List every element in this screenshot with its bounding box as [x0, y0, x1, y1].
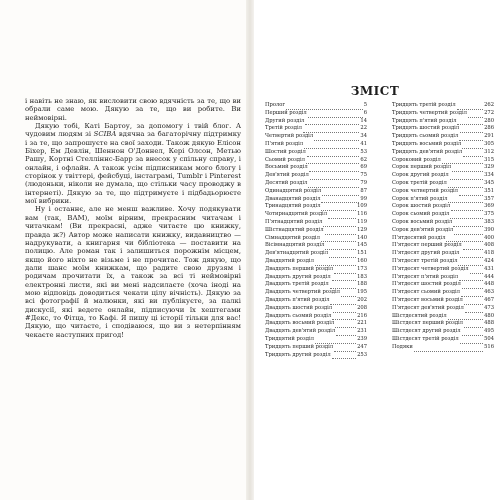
toc-dot-leader [315, 259, 356, 266]
toc-entry [392, 266, 494, 274]
toc-entry [265, 110, 367, 118]
toc-entry-page: 272 [484, 109, 494, 116]
toc-entry-label: П'ятдесят восьмий розділ [392, 296, 463, 303]
toc-entry [265, 281, 367, 289]
toc-dot-leader [334, 267, 356, 274]
toc-dot-leader [461, 290, 483, 297]
toc-entry-page: 375 [484, 211, 494, 218]
toc-entry-page: 488 [484, 320, 494, 327]
toc-entry [392, 211, 494, 219]
toc-dot-leader [333, 306, 356, 313]
toc-entry-label: Тридцять третій розділ [392, 102, 456, 108]
toc-entry [392, 336, 494, 344]
toc-entry-label: Пролог [265, 102, 286, 108]
toc-entry [265, 203, 367, 211]
toc-dot-leader [334, 345, 356, 352]
toc-dot-leader [459, 189, 483, 196]
toc-entry-label: Третій розділ [265, 125, 302, 132]
toc-entry-label: Тридцять п'ятий розділ [392, 117, 457, 124]
toc-entry-page: 262 [484, 102, 494, 108]
toc-entry-page: 119 [357, 218, 367, 225]
toc-dot-leader [335, 322, 356, 329]
toc-entry-label: Шостий розділ [265, 148, 306, 155]
toc-dot-leader [308, 111, 363, 118]
toc-entry-label: Двадцять четвертий розділ [265, 289, 340, 296]
toc-entry-label: П'ятдесят шостий розділ [392, 281, 461, 288]
toc-dot-leader [459, 275, 483, 282]
toc-entry [392, 242, 494, 250]
toc-entry-label: П'ятий розділ [265, 140, 304, 147]
toc-dot-leader [308, 181, 359, 188]
toc-entry-page: 467 [484, 296, 494, 303]
toc-entry-label: Тридцять сьомий розділ [392, 133, 459, 140]
toc-entry-label: Шістнадцятий розділ [265, 226, 324, 233]
toc-entry [392, 110, 494, 118]
toc-title: ЗМІСТ [350, 84, 400, 98]
toc-entry-label: Чотирнадцятий розділ [265, 211, 327, 218]
toc-entry-label: П'ятдесят сьомий розділ [392, 289, 460, 296]
toc-entry-label: Десятий розділ [265, 179, 308, 186]
toc-dot-leader [462, 142, 483, 149]
toc-entry [392, 328, 494, 336]
toc-dot-leader [304, 142, 359, 149]
toc-entry-page: 195 [357, 289, 367, 296]
ack-paragraph-2: Дякую тобі, Каті Бартоу, за допомогу і твій блог. А чудовим людям зі SCIBA вдячна за багаторічну підтримку і за те, що запрошуєте на свої заходи. Також дякую Елісон Біхер, Ем Девлін, Шеннон О'Доннел, Кері Олсон, Метью Рашу, Кортні Стелліннс-Барр за внесок у спільну справу, і онлайн, і офлайн. А також усім підписникам мого блогу і сторінок у твіттері, фейсбуці, інстаграмі, Tumblr і Pinterest (людоньки, ніколи не думала, що стільки часу проводжу в інтернеті). Дякую за те, що підтримуєте і підбадьорюєте мої вибрики. [25, 122, 241, 206]
toc-dot-leader [414, 345, 483, 352]
toc-entry-page: 151 [357, 250, 367, 257]
toc-entry-page: 516 [484, 343, 494, 350]
toc-entry-page: 305 [484, 140, 494, 147]
toc-entry-label: Подяки [392, 343, 413, 350]
toc-entry [392, 102, 494, 110]
toc-entry-label: Тридцятий розділ [265, 335, 314, 342]
toc-dot-leader [328, 212, 356, 219]
toc-dot-leader [460, 251, 483, 258]
toc-entry-page: 87 [360, 187, 367, 194]
toc-entry-label: Сорок дев'ятий розділ [392, 226, 454, 233]
toc-left-column [265, 102, 367, 359]
toc-entry-page: 6 [363, 109, 367, 116]
toc-entry-page: 312 [484, 148, 494, 155]
toc-dot-leader [309, 166, 360, 173]
ack-paragraph-1: і навіть не знаю, як висловити свою вдячність за те, що ви обрали саме мою. Дякую за те, що ви робите. Ви неймовірні. [25, 97, 241, 122]
toc-entry [265, 211, 367, 219]
toc-dot-leader [446, 236, 483, 243]
toc-entry [392, 188, 494, 196]
toc-dot-leader [450, 212, 483, 219]
toc-entry-page: 14 [360, 117, 367, 124]
toc-entry-label: П'ятдесят другий розділ [392, 250, 460, 257]
toc-entry [265, 227, 367, 235]
toc-entry [265, 157, 367, 165]
toc-entry-page: 221 [357, 320, 367, 327]
toc-entry [392, 149, 494, 157]
toc-entry [392, 118, 494, 126]
toc-entry-label: Тридцять другий розділ [265, 351, 331, 358]
toc-dot-leader [450, 173, 483, 180]
toc-dot-leader [470, 267, 484, 274]
toc-entry-label: Двадцять п'ятий розділ [265, 296, 330, 303]
toc-dot-leader [457, 119, 483, 126]
toc-entry-label: Дев'ятнадцятий розділ [265, 250, 328, 257]
toc-entry [392, 219, 494, 227]
toc-entry-page: 160 [357, 257, 367, 264]
toc-entry-page: 99 [360, 195, 367, 202]
toc-entry-label: Вісімнадцятий розділ [265, 242, 325, 249]
toc-dot-leader [332, 353, 356, 360]
toc-entry-page: 75 [360, 172, 367, 179]
toc-entry-page: 480 [484, 312, 494, 319]
toc-dot-leader [462, 283, 483, 290]
toc-entry [392, 305, 494, 313]
toc-entry [265, 196, 367, 204]
toc-entry-page: 431 [484, 265, 494, 272]
toc-entry-label: Другий розділ [265, 117, 305, 124]
toc-entry-label: Двадцять перший розділ [265, 265, 334, 272]
toc-entry-label: Сорок четвертий розділ [392, 187, 458, 194]
toc-dot-leader [464, 322, 483, 329]
toc-entry-page: 418 [484, 250, 494, 257]
toc-entry [265, 141, 367, 149]
toc-dot-leader [315, 337, 356, 344]
toc-entry-label: Дев'ятий розділ [265, 172, 309, 179]
toc-entry [392, 258, 494, 266]
toc-dot-leader [452, 166, 483, 173]
toc-entry-label: Двадцять другий розділ [265, 273, 331, 280]
toc-dot-leader [321, 197, 359, 204]
toc-entry [265, 149, 367, 157]
toc-entry-label: Сорок шостий розділ [392, 203, 451, 210]
toc-entry-page: 400 [484, 234, 494, 241]
toc-entry-page: 253 [357, 351, 367, 358]
toc-entry-label: Тридцять перший розділ [265, 343, 334, 350]
toc-dot-leader [448, 181, 483, 188]
toc-entry-page: 383 [484, 218, 494, 225]
toc-entry [265, 320, 367, 328]
toc-entry [392, 281, 494, 289]
toc-entry-page: 280 [484, 117, 494, 124]
toc-dot-leader [448, 197, 483, 204]
toc-entry-page: 448 [484, 281, 494, 288]
toc-entry-page: 145 [357, 242, 367, 249]
toc-entry [265, 305, 367, 313]
toc-dot-leader [286, 103, 363, 110]
toc-entry-label: Одинадцятий розділ [265, 187, 322, 194]
toc-entry [265, 219, 367, 227]
toc-dot-leader [332, 314, 356, 321]
toc-dot-leader [341, 290, 356, 297]
toc-dot-leader [307, 150, 360, 157]
toc-dot-leader [332, 275, 356, 282]
toc-entry [392, 344, 494, 352]
toc-entry-label: Восьмий розділ [265, 164, 308, 171]
toc-entry-label: П'ятдесятий розділ [392, 234, 446, 241]
toc-entry-page: 315 [484, 156, 494, 163]
toc-entry [265, 274, 367, 282]
book-gutter [246, 0, 254, 500]
toc-entry [265, 328, 367, 336]
toc-dot-leader [460, 337, 483, 344]
toc-dot-leader [468, 111, 483, 118]
toc-entry-page: 345 [484, 179, 494, 186]
toc-entry-label: Перший розділ [265, 109, 307, 116]
toc-entry-page: 62 [360, 156, 367, 163]
toc-entry-page: 5 [363, 102, 367, 108]
toc-entry [392, 172, 494, 180]
toc-dot-leader [323, 220, 356, 227]
toc-entry-page: 495 [484, 328, 494, 335]
toc-entry [265, 172, 367, 180]
toc-entry-page: 463 [484, 289, 494, 296]
toc-dot-leader [448, 314, 483, 321]
toc-entry-label: Сорок другий розділ [392, 172, 449, 179]
toc-entry [392, 297, 494, 305]
toc-dot-leader [321, 205, 356, 212]
toc-dot-leader [454, 228, 483, 235]
toc-right-column [392, 102, 494, 352]
toc-entry-label: Сорок восьмий розділ [392, 218, 453, 225]
toc-entry-page: 216 [357, 312, 367, 319]
toc-entry [265, 297, 367, 305]
toc-dot-leader [330, 298, 356, 305]
toc-entry [392, 313, 494, 321]
toc-dot-leader [459, 134, 483, 141]
toc-entry-page: 504 [484, 335, 494, 342]
toc-entry-label: П'ятнадцятий розділ [265, 218, 323, 225]
toc-dot-leader [330, 283, 356, 290]
toc-entry [392, 227, 494, 235]
toc-entry [265, 188, 367, 196]
toc-dot-leader [464, 298, 483, 305]
toc-entry-label: Шістдесят перший розділ [392, 320, 463, 327]
toc-entry-page: 116 [357, 211, 367, 218]
toc-entry-page: 208 [357, 304, 367, 311]
italic-word: SCIBA [93, 130, 117, 139]
toc-entry [392, 164, 494, 172]
toc-entry [392, 180, 494, 188]
toc-entry-label: Тридцять четвертий розділ [392, 109, 467, 116]
toc-entry-page: 291 [484, 133, 494, 140]
toc-entry-page: 473 [484, 304, 494, 311]
toc-entry [265, 164, 367, 172]
toc-entry-label: Сорок перший розділ [392, 164, 452, 171]
toc-entry-page: 202 [357, 296, 367, 303]
toc-dot-leader [442, 158, 483, 165]
toc-entry [265, 180, 367, 188]
toc-entry [392, 141, 494, 149]
toc-dot-leader [462, 329, 484, 336]
toc-entry-label: Тридцять шостий розділ [392, 125, 460, 132]
toc-dot-leader [310, 173, 360, 180]
toc-entry [265, 125, 367, 133]
toc-dot-leader [336, 329, 356, 336]
toc-entry [265, 250, 367, 258]
toc-entry-label: Сороковий розділ [392, 156, 441, 163]
toc-entry-page: 173 [357, 265, 367, 272]
toc-entry-page: 129 [357, 226, 367, 233]
toc-entry-label: Двадцять восьмий розділ [265, 320, 335, 327]
toc-dot-leader [460, 127, 483, 134]
toc-entry-label: Двадцять шостий розділ [265, 304, 333, 311]
toc-entry [265, 352, 367, 360]
ack-paragraph-3: Ну і останнє, але не менш важливе. Хочу подякувати вам (так, ВАМ), моїм вірним, прекрасним читачам і читачкам! (Ви прекрасні, адже читаєте цю книжку, правда ж?) Автор може написати книжку, видавництво — надрукувати, а книгарня чи бібліотека — поставити на полицю. Але роман так і залишиться порожнім місцем, якщо його ніхто не візьме і не прочитає. Тож дякую, що дали шанс моїм книжкам, що радите свою друзям і родичам прочитати їх, а також за всі ті неймовірні електронні листи, які ви мені надсилаєте (хоча іноді на мою відповідь доводиться чекати цілу вічність). Дякую за всі фотографії й малюнки, які ви публікуєте, за палкі дискусії, які ведете онлайн, підписуючи їх хештегами #Декс, то Фітца, то Кафі. Я пишу ці історії тільки для вас! Дякую, що читаєте, і сподіваюся, що ви з нетерпінням чекаєте наступних пригод! [25, 205, 241, 339]
toc-entry-label: Сімнадцятий розділ [265, 234, 320, 241]
toc-entry-label: Двадцятий розділ [265, 257, 314, 264]
toc-entry [265, 118, 367, 126]
toc-dot-leader [463, 244, 483, 251]
toc-entry [265, 344, 367, 352]
toc-entry [392, 196, 494, 204]
toc-entry-page: 69 [360, 164, 367, 171]
toc-dot-leader [306, 158, 359, 165]
toc-entry-label: Двадцять третій розділ [265, 281, 329, 288]
toc-entry-label: Тридцять дев'ятий розділ [392, 148, 463, 155]
toc-entry-page: 369 [484, 203, 494, 210]
toc-entry-label: Сорок п'ятий розділ [392, 195, 448, 202]
toc-entry-label: Шістдесят третій розділ [392, 335, 459, 342]
toc-entry-page: 390 [484, 226, 494, 233]
toc-entry-label: П'ятдесят четвертий розділ [392, 265, 469, 272]
toc-entry [392, 157, 494, 165]
toc-entry-page: 329 [484, 164, 494, 171]
toc-entry [392, 133, 494, 141]
toc-dot-leader [451, 205, 483, 212]
toc-dot-leader [321, 236, 356, 243]
toc-dot-leader [458, 259, 483, 266]
toc-entry [265, 336, 367, 344]
toc-dot-leader [325, 228, 357, 235]
toc-entry [265, 289, 367, 297]
toc-entry-label: П'ятдесят перший розділ [392, 242, 462, 249]
toc-entry-page: 109 [357, 203, 367, 210]
toc-entry-label: Шістдесят другий розділ [392, 328, 461, 335]
toc-entry-page: 247 [357, 343, 367, 350]
toc-dot-leader [453, 220, 483, 227]
toc-entry [265, 313, 367, 321]
toc-entry [265, 102, 367, 110]
toc-dot-leader [303, 127, 359, 134]
toc-entry-page: 239 [357, 335, 367, 342]
toc-entry-page: 140 [357, 234, 367, 241]
toc-entry-label: Тридцять восьмий розділ [392, 140, 462, 147]
toc-entry-label: П'ятдесят п'ятий розділ [392, 273, 459, 280]
toc-entry-label: Сорок сьомий розділ [392, 211, 450, 218]
toc-entry-label: Шістдесятий розділ [392, 312, 447, 319]
toc-entry-page: 34 [360, 133, 367, 140]
toc-entry-page: 79 [360, 179, 367, 186]
toc-dot-leader [314, 134, 359, 141]
toc-entry-page: 53 [360, 148, 367, 155]
toc-entry-page: 444 [484, 273, 494, 280]
toc-entry-page: 286 [484, 125, 494, 132]
toc-entry-label: Сорок третій розділ [392, 179, 447, 186]
toc-entry-label: Двадцять сьомий розділ [265, 312, 332, 319]
toc-dot-leader [329, 251, 356, 258]
toc-entry-page: 351 [484, 187, 494, 194]
toc-entry [392, 125, 494, 133]
toc-entry [392, 235, 494, 243]
toc-entry-label: Четвертий розділ [265, 133, 314, 140]
toc-entry [392, 250, 494, 258]
toc-dot-leader [463, 150, 483, 157]
toc-entry [265, 258, 367, 266]
toc-entry [392, 320, 494, 328]
toc-entry-label: Тринадцятий розділ [265, 203, 321, 210]
toc-entry-page: 424 [484, 257, 494, 264]
toc-entry-label: П'ятдесят дев'ятий розділ [392, 304, 464, 311]
toc-entry-label: Дванадцятий розділ [265, 195, 321, 202]
toc-entry-label: Двадцять дев'ятий розділ [265, 328, 336, 335]
toc-entry-page: 188 [357, 281, 367, 288]
toc-entry-page: 334 [484, 172, 494, 179]
toc-dot-leader [457, 103, 483, 110]
toc-entry [392, 289, 494, 297]
toc-dot-leader [325, 244, 356, 251]
toc-entry-page: 183 [357, 273, 367, 280]
toc-entry-page: 41 [360, 140, 367, 147]
toc-entry [265, 133, 367, 141]
toc-entry [392, 203, 494, 211]
toc-dot-leader [322, 189, 359, 196]
acknowledgments-text [25, 97, 241, 339]
toc-entry-page: 231 [357, 328, 367, 335]
toc-entry-label: П'ятдесят третій розділ [392, 257, 458, 264]
toc-entry-page: 408 [484, 242, 494, 249]
toc-entry [265, 242, 367, 250]
toc-dot-leader [305, 119, 359, 126]
toc-entry-page: 357 [484, 195, 494, 202]
toc-entry [265, 266, 367, 274]
toc-entry-label: Сьомий розділ [265, 156, 305, 163]
toc-entry [265, 235, 367, 243]
toc-entry-page: 22 [360, 125, 367, 132]
toc-entry [392, 274, 494, 282]
toc-dot-leader [465, 306, 483, 313]
